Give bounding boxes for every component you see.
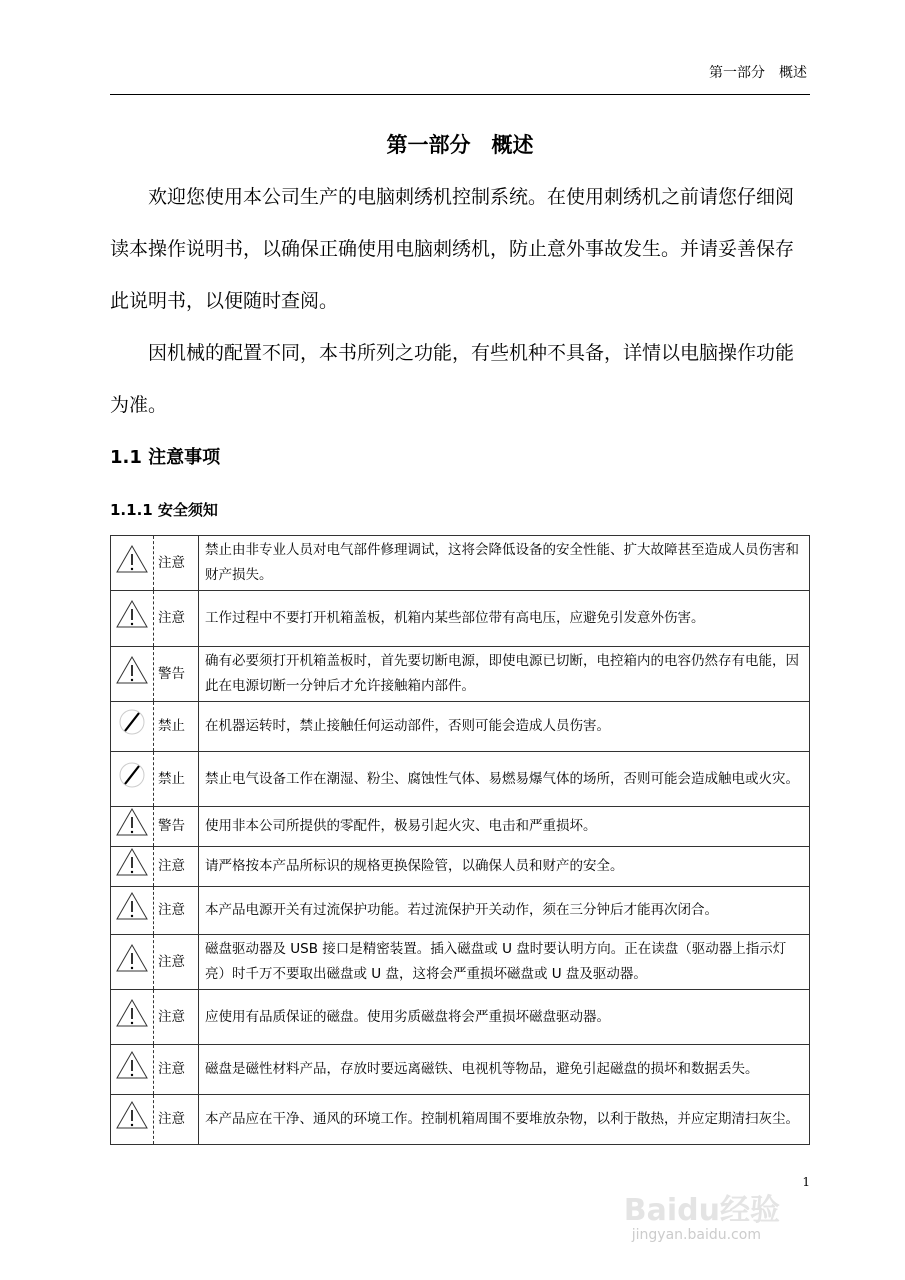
- row-text: 在机器运转时，禁止接触任何运动部件，否则可能会造成人员伤害。: [199, 702, 810, 752]
- table-row: [111, 702, 810, 752]
- watermark: [624, 1195, 780, 1243]
- row-label: 注意: [154, 1045, 199, 1095]
- row-label: 禁止: [154, 702, 199, 752]
- running-header: 第一部分 概述: [709, 65, 807, 81]
- prohibited-icon: [111, 702, 154, 752]
- warning-triangle-icon: [111, 536, 154, 591]
- row-text: 工作过程中不要打开机箱盖板，机箱内某些部位带有高电压，应避免引发意外伤害。: [199, 591, 810, 647]
- safety-table: [110, 535, 810, 1145]
- warning-triangle-icon: [111, 847, 154, 887]
- warning-triangle-icon: [111, 935, 154, 990]
- section-heading: 1.1 注意事项: [110, 447, 221, 468]
- table-row: [111, 887, 810, 935]
- warning-triangle-icon: [111, 647, 154, 702]
- note-paragraph: 因机械的配置不同，本书所列之功能，有些机种不具备，详情以电脑操作功能为准。: [110, 342, 795, 416]
- row-text: 禁止电气设备工作在潮湿、粉尘、腐蚀性气体、易燃易爆气体的场所，否则可能会造成触电或火灾。: [199, 752, 810, 807]
- table-row: [111, 1095, 810, 1145]
- row-label: 注意: [154, 990, 199, 1045]
- row-label: 注意: [154, 591, 199, 647]
- row-label: 注意: [154, 1095, 199, 1145]
- warning-triangle-icon: [111, 1095, 154, 1145]
- warning-triangle-icon: [111, 591, 154, 647]
- row-label: 警告: [154, 647, 199, 702]
- watermark-url: jingyan.baidu.com: [631, 1227, 761, 1243]
- warning-triangle-icon: [111, 1045, 154, 1095]
- page-title: 第一部分 概述: [386, 133, 534, 157]
- watermark-brand: Baidu经验: [623, 1193, 780, 1228]
- row-text: 禁止由非专业人员对电气部件修理调试，这将会降低设备的安全性能、扩大故障甚至造成人员伤害和财产损失。: [199, 536, 810, 591]
- prohibited-icon: [111, 752, 154, 807]
- row-text: 本产品电源开关有过流保护功能。若过流保护开关动作，须在三分钟后才能再次闭合。: [199, 887, 810, 935]
- table-row: [111, 536, 810, 591]
- table-row: [111, 935, 810, 990]
- header-rule: [110, 94, 810, 95]
- row-label: 警告: [154, 807, 199, 847]
- table-row: [111, 807, 810, 847]
- row-text: 应使用有品质保证的磁盘。使用劣质磁盘将会严重损坏磁盘驱动器。: [199, 990, 810, 1045]
- row-text: 确有必要须打开机箱盖板时，首先要切断电源，即使电源已切断，电控箱内的电容仍然存有电能，因此在电源切断一分钟后才允许接触箱内部件。: [199, 647, 810, 702]
- warning-triangle-icon: [111, 807, 154, 847]
- page-number: 1: [802, 1175, 810, 1189]
- table-row: [111, 847, 810, 887]
- table-row: [111, 990, 810, 1045]
- row-text: 本产品应在干净、通风的环境工作。控制机箱周围不要堆放杂物，以利于散热，并应定期清扫灰尘。: [199, 1095, 810, 1145]
- table-row: [111, 591, 810, 647]
- row-text: 请严格按本产品所标识的规格更换保险管，以确保人员和财产的安全。: [199, 847, 810, 887]
- row-text: 使用非本公司所提供的零配件，极易引起火灾、电击和严重损坏。: [199, 807, 810, 847]
- table-row: [111, 647, 810, 702]
- row-text: 磁盘驱动器及 USB 接口是精密装置。插入磁盘或 U 盘时要认明方向。正在读盘（驱动器上指示灯亮）时千万不要取出磁盘或 U 盘，这将会严重损坏磁盘或 U 盘及驱动器。: [199, 935, 810, 990]
- table-row: [111, 1045, 810, 1095]
- row-label: 注意: [154, 887, 199, 935]
- page-footer: [110, 1163, 810, 1243]
- intro-paragraph: 欢迎您使用本公司生产的电脑刺绣机控制系统。在使用刺绣机之前请您仔细阅读本操作说明书，以确保正确使用电脑刺绣机，防止意外事故发生。并请妥善保存此说明书，以便随时查阅。: [110, 186, 795, 312]
- row-text: 磁盘是磁性材料产品，存放时要远离磁铁、电视机等物品，避免引起磁盘的损坏和数据丢失。: [199, 1045, 810, 1095]
- row-label: 注意: [154, 935, 199, 990]
- warning-triangle-icon: [111, 990, 154, 1045]
- subsection-heading: 1.1.1 安全须知: [110, 501, 218, 519]
- row-label: 禁止: [154, 752, 199, 807]
- table-row: [111, 752, 810, 807]
- warning-triangle-icon: [111, 887, 154, 935]
- row-label: 注意: [154, 847, 199, 887]
- row-label: 注意: [154, 536, 199, 591]
